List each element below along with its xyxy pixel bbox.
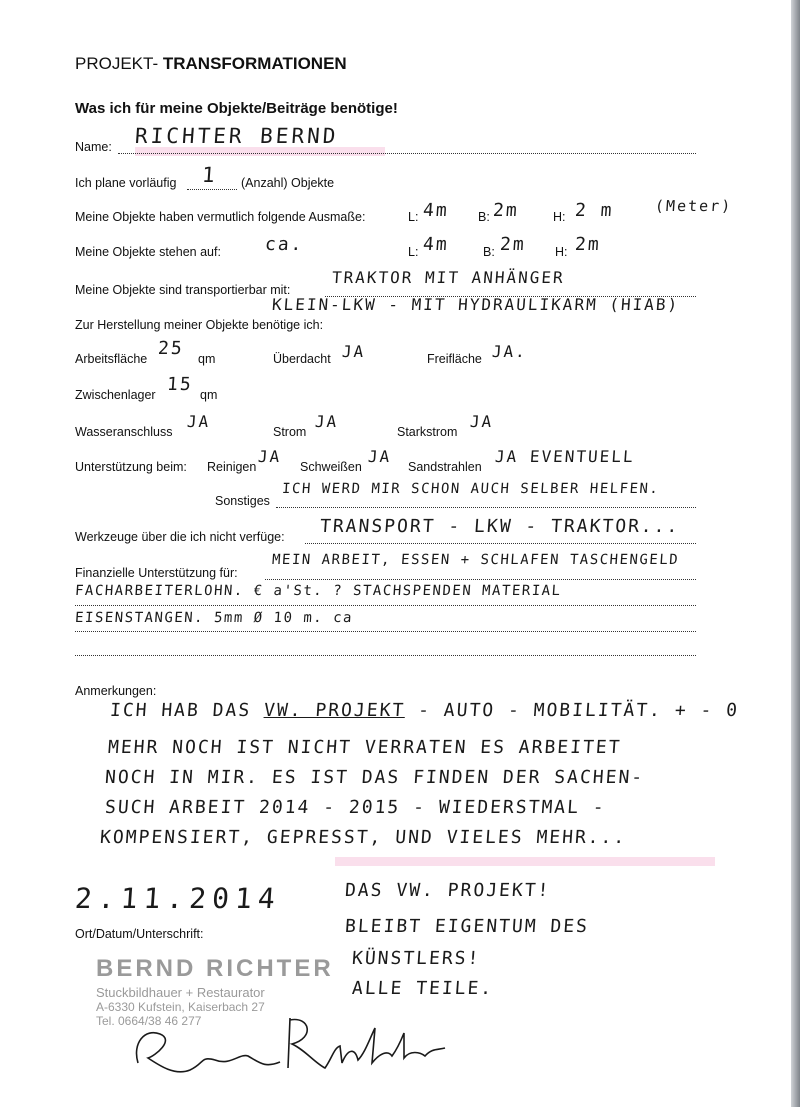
note-line-2: BLEIBT EIGENTUM DES — [344, 916, 590, 937]
highpower-entry: JA — [469, 412, 494, 431]
outdoor-label: Freifläche — [427, 352, 482, 366]
stand-h-label: H: — [555, 245, 568, 259]
sizes-label: Meine Objekte haben vermutlich folgende Ausmaße: — [75, 210, 366, 224]
stamp-address: A-6330 Kufstein, Kaiserbach 27 — [96, 1000, 265, 1014]
size-b-entry: 2m — [492, 200, 520, 221]
power-label: Strom — [273, 425, 307, 439]
signature-label: Ort/Datum/Unterschrift: — [75, 927, 204, 941]
support-label: Unterstützung beim: — [75, 460, 187, 474]
plan-suffix-label: (Anzahl) Objekte — [241, 176, 335, 190]
welding-entry: JA — [367, 447, 392, 466]
transport-label: Meine Objekte sind transportierbar mit: — [75, 283, 291, 297]
stand-label: Meine Objekte stehen auf: — [75, 245, 221, 259]
stand-b-entry: 2m — [499, 234, 527, 255]
remark-line-1: ICH HAB DAS VW. PROJEKT - AUTO - MOBILITÄT. + - 0 — [109, 700, 740, 721]
highlight-mark — [335, 857, 715, 866]
note-line-4: ALLE TEILE. — [351, 978, 494, 999]
tools-label: Werkzeuge über die ich nicht verfüge: — [75, 530, 285, 544]
name-label: Name: — [75, 140, 112, 154]
covered-label: Überdacht — [273, 352, 331, 366]
stamp-profession: Stuckbildhauer + Restaurator — [96, 985, 265, 1000]
stand-b-label: B: — [483, 245, 495, 259]
size-h-label: H: — [553, 210, 566, 224]
water-label: Wasseranschluss — [75, 425, 173, 439]
scan-edge — [791, 0, 800, 1107]
workspace-qm-label: qm — [198, 352, 216, 366]
financial-entry-3: EISENSTANGEN. 5mm Ø 10 m. ca — [74, 610, 354, 626]
covered-entry: JA — [341, 342, 366, 361]
remark-line-5: KOMPENSIERT, GEPRESST, UND VIELES MEHR... — [99, 827, 628, 848]
size-unit-entry: (Meter) — [654, 197, 733, 215]
other-line — [276, 507, 696, 508]
tools-entry: TRANSPORT - LKW - TRAKTOR... — [319, 516, 681, 537]
stand-l-label: L: — [408, 245, 419, 259]
stand-l-entry: 4m — [422, 234, 450, 255]
remark-line-2: MEHR NOCH IST NICHT VERRATEN ES ARBEITET — [107, 737, 623, 758]
workspace-label: Arbeitsfläche — [75, 352, 148, 366]
remarks-label: Anmerkungen: — [75, 684, 157, 698]
remark-line-4: SUCH ARBEIT 2014 - 2015 - WIEDERSTMAL - — [104, 797, 607, 818]
stand-entry: ca. — [264, 234, 305, 255]
financial-entry-2: FACHARBEITERLOHN. € a'St. ? STACHSPENDEN MATERIAL — [74, 583, 563, 599]
plan-label: Ich plane vorläufig — [75, 176, 177, 190]
size-l-label: L: — [408, 210, 419, 224]
other-label: Sonstiges — [215, 494, 270, 508]
note-line-1: DAS VW. PROJEKT! — [344, 880, 552, 901]
page-subtitle: Was ich für meine Objekte/Beiträge benötige! — [75, 100, 398, 117]
production-label: Zur Herstellung meiner Objekte benötige ich: — [75, 318, 324, 332]
financial-line-3 — [75, 631, 696, 632]
workspace-entry: 25 — [157, 338, 185, 359]
water-entry: JA — [186, 412, 211, 431]
power-entry: JA — [314, 412, 339, 431]
tools-line — [305, 543, 696, 544]
storage-qm-label: qm — [200, 388, 218, 402]
highpower-label: Starkstrom — [397, 425, 458, 439]
transport-entry-1: TRAKTOR MIT ANHÄNGER — [331, 268, 566, 287]
highlight-mark — [135, 147, 385, 156]
count-line — [187, 189, 237, 190]
stamp-phone: Tel. 0664/38 46 277 — [96, 1014, 202, 1028]
other-entry: ICH WERD MIR SCHON AUCH SELBER HELFEN. — [281, 481, 660, 497]
cleaning-label: Reinigen — [207, 460, 257, 474]
name-entry: RICHTER BERND — [134, 124, 340, 148]
count-entry: 1 — [201, 163, 219, 187]
name-line — [118, 153, 696, 154]
transport-entry-2: KLEIN-LKW - MIT HYDRAULIKARM (HIAB) — [271, 295, 680, 314]
cleaning-entry: JA — [257, 447, 282, 466]
size-l-entry: 4m — [422, 200, 450, 221]
note-line-3: KÜNSTLERS! — [351, 948, 482, 969]
stand-h-entry: 2m — [574, 234, 602, 255]
signature-scribble — [120, 1008, 450, 1088]
page-title: PROJEKT- TRANSFORMATIONEN — [75, 54, 347, 73]
sandblast-entry: JA EVENTUELL — [494, 447, 636, 466]
financial-line-4 — [75, 655, 696, 656]
size-b-label: B: — [478, 210, 490, 224]
stamp-name: BERND RICHTER — [96, 955, 334, 982]
financial-line-1 — [265, 579, 696, 580]
date-entry: 2.11.2014 — [73, 882, 282, 915]
sandblast-label: Sandstrahlen — [408, 460, 482, 474]
outdoor-entry: JA. — [491, 342, 528, 361]
financial-entry-1: MEIN ARBEIT, ESSEN + SCHLAFEN TASCHENGELD — [271, 552, 680, 568]
remark-line-3: NOCH IN MIR. ES IST DAS FINDEN DER SACHEN- — [104, 767, 645, 788]
financial-label: Finanzielle Unterstützung für: — [75, 566, 238, 580]
size-h-entry: 2 m — [574, 200, 615, 221]
storage-label: Zwischenlager — [75, 388, 156, 402]
financial-line-2 — [75, 605, 696, 606]
storage-entry: 15 — [166, 374, 194, 395]
welding-label: Schweißen — [300, 460, 362, 474]
